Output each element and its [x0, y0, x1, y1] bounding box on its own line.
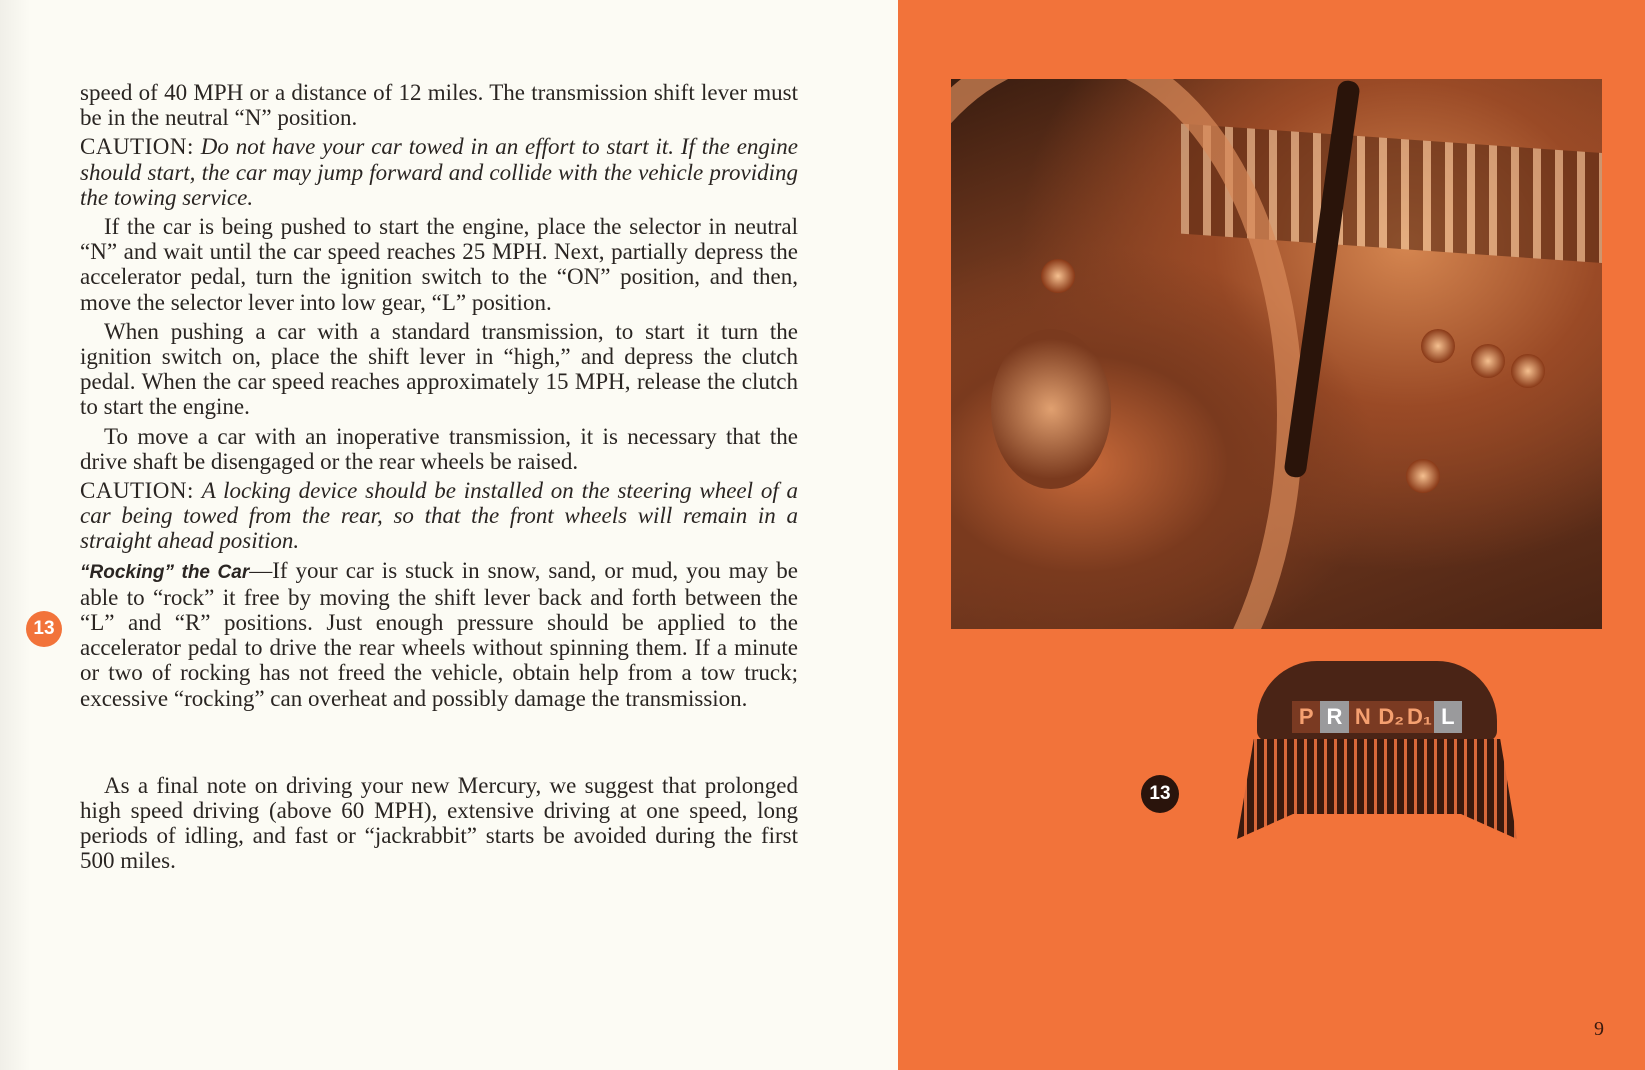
knob-icon: [1471, 344, 1505, 378]
gear-d2: D₂: [1378, 704, 1404, 729]
body-text: [80, 80, 798, 878]
gear-p: P: [1298, 704, 1314, 729]
paragraph-standard-transmission: When pushing a car with a standard transmission, to start it turn the ignition switch on, place the shift lever in “high,” and depress the clutch pedal. When the car speed reaches approximately 15 MPH, release the clutch to start the engine.: [80, 318, 798, 420]
selector-ribs: [1237, 739, 1517, 839]
dashboard-photo: [951, 79, 1602, 629]
paragraph-rocking: [80, 558, 798, 711]
caution-steering: [80, 478, 798, 554]
paragraph-continued: speed of 40 MPH or a distance of 12 miles. The transmission shift lever must be in the neutral “N” position.: [80, 80, 798, 131]
page-number: 9: [1594, 1018, 1604, 1040]
steering-hub: [991, 329, 1111, 489]
paragraph-inoperative: To move a car with an inoperative transmission, it is necessary that the drive shaft be disengaged or the rear wheels be raised.: [80, 423, 798, 474]
caution-text: Do not have your car towed in an effort to start it. If the engine should start, the car may jump forward and collide with the vehicle providing the towing service.: [80, 134, 798, 210]
knob-icon: [1041, 259, 1075, 293]
caution-towing: [80, 134, 798, 210]
knob-icon: [1421, 329, 1455, 363]
gear-indicator: [1292, 701, 1462, 733]
gear-n: N: [1354, 704, 1371, 729]
gear-l: L: [1434, 701, 1462, 733]
paragraph-pushing: If the car is being pushed to start the engine, place the selector in neutral “N” and wait until the car speed reaches 25 MPH. Next, partially depress the accelerator pedal, turn the ignition switch to the “ON” position, and then, move the selector lever into low gear, “L” position.: [80, 214, 798, 315]
section-marker: 13: [26, 611, 62, 647]
knob-icon: [1406, 459, 1440, 493]
figure-badge: 13: [1141, 775, 1179, 813]
caution-label: CAUTION:: [80, 478, 194, 504]
rocking-text: —If your car is stuck in snow, sand, or mud, you may be able to “rock” it free by moving the shift lever back and forth between the “L” and “R” positions. Just enough pressure should be applied to the accelerator pedal to drive the rear wheels without spinning them. If a minute or two of rocking has not freed the vehicle, obtain help from a tow truck; excessive “rocking” can overheat and possibly damage the transmission.: [80, 557, 798, 711]
rocking-title: “Rocking” the Car: [80, 561, 250, 583]
paragraph-final-note: As a final note on driving your new Mercury, we suggest that prolonged high speed driving (above 60 MPH), extensive driving at one speed, long periods of idling, and fast or “jackrabbit” starts be avoided during the first 500 miles.: [80, 772, 798, 874]
caution-label: CAUTION:: [80, 134, 194, 160]
gear-d1: D₁: [1406, 704, 1432, 729]
knob-icon: [1511, 354, 1545, 388]
gear-r: R: [1320, 701, 1348, 733]
caution-text: A locking device should be installed on the steering wheel of a car being towed from the rear, so that the front wheels will remain in a straight ahead position.: [80, 478, 798, 554]
gear-selector-illustration: [1232, 661, 1522, 861]
